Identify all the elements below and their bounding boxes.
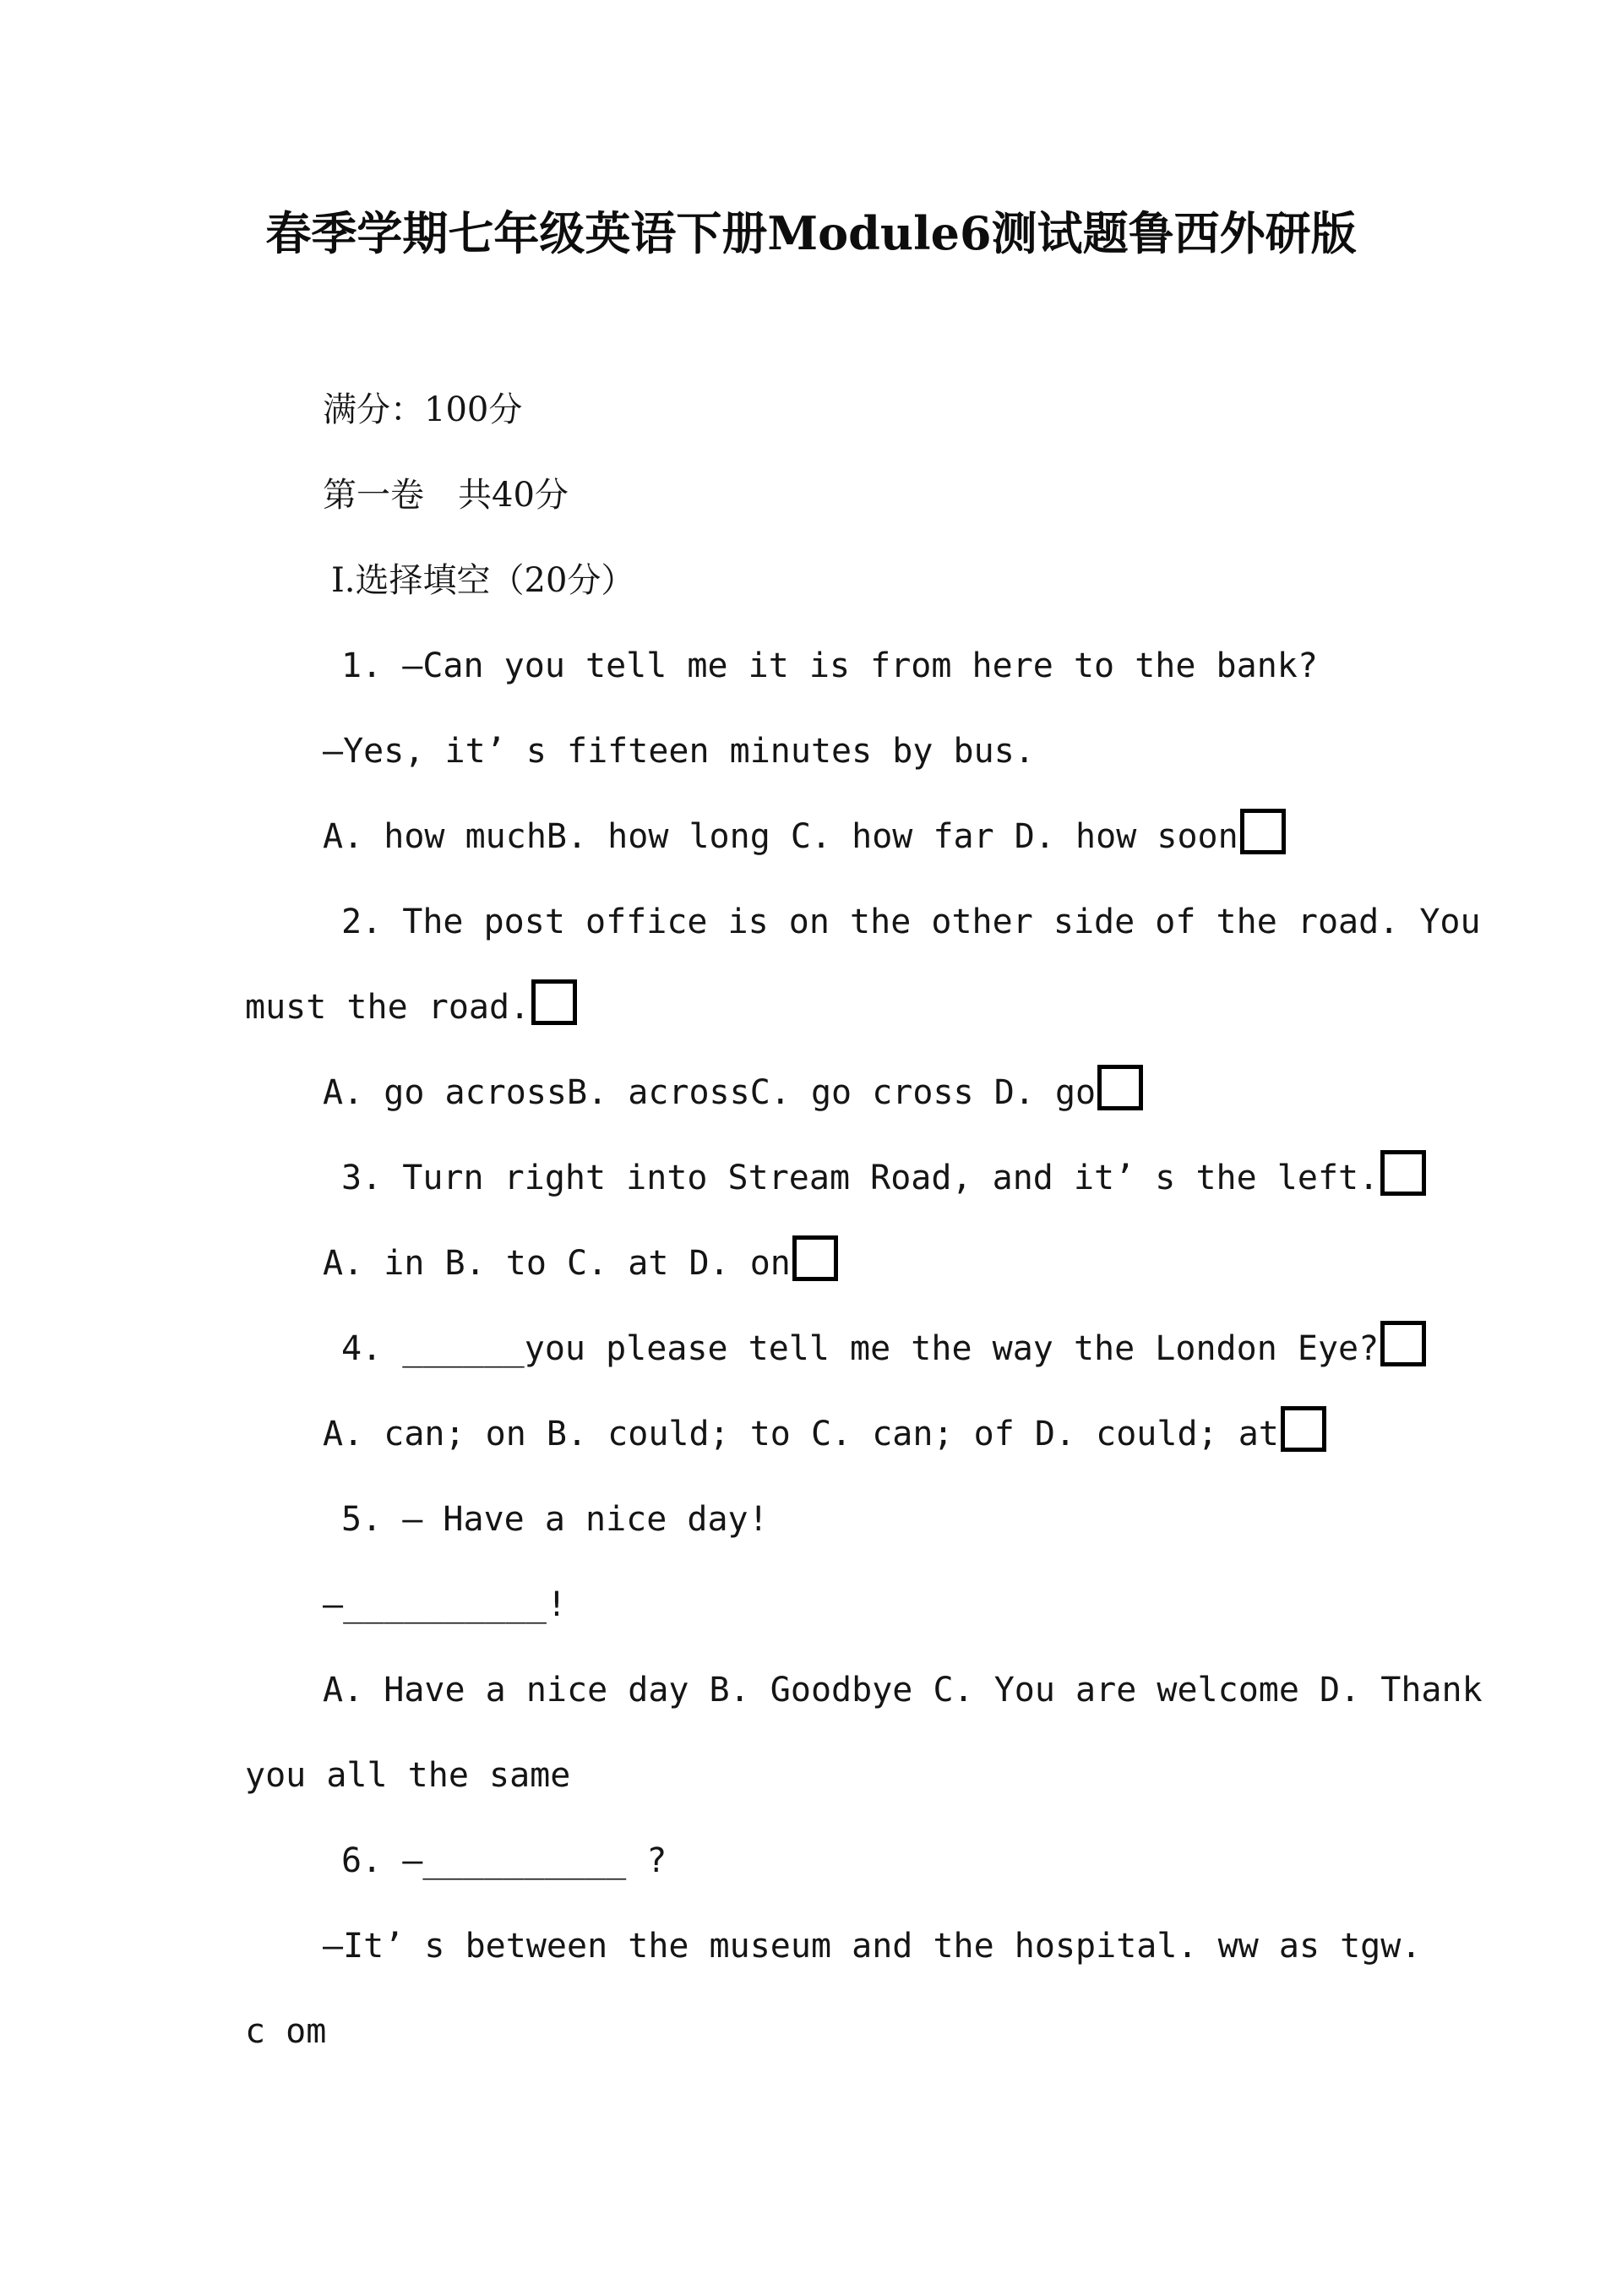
question-4-stem-row xyxy=(341,1319,1426,1378)
answer-box xyxy=(1380,1150,1426,1196)
answer-box xyxy=(531,979,577,1025)
question-1-reply: —Yes, it’ s fifteen minutes by bus. xyxy=(323,732,1035,771)
section-heading: Ⅰ.选择填空（20分） xyxy=(331,561,635,600)
question-5-stem: 5. — Have a nice day! xyxy=(341,1500,769,1539)
question-3-stem: 3. Turn right into Stream Road, and it’ s the left. xyxy=(341,1159,1380,1197)
question-3-stem-row xyxy=(341,1148,1426,1208)
question-5-options: A. Have a nice day B. Goodbye C. You are welcome D. Thank xyxy=(323,1671,1483,1710)
question-6-reply-continued: c om xyxy=(245,2012,327,2051)
question-3-options-row xyxy=(323,1234,838,1293)
question-1-options: A. how muchB. how long C. how far D. how soon xyxy=(323,817,1238,856)
answer-box xyxy=(1380,1321,1426,1366)
answer-box xyxy=(1281,1406,1326,1452)
question-2-options-row xyxy=(323,1063,1143,1122)
question-4-options-row xyxy=(323,1404,1326,1464)
question-2-stem-continued: must the road. xyxy=(245,988,531,1027)
question-3-options: A. in B. to C. at D. on xyxy=(323,1244,791,1283)
answer-box xyxy=(1240,809,1286,854)
volume-heading: 第一卷 共40分 xyxy=(323,476,569,515)
document-title: 春季学期七年级英语下册Module6测试题鲁西外研版 xyxy=(265,206,1357,260)
question-5-options-continued: you all the same xyxy=(245,1756,571,1795)
full-score: 满分：100分 xyxy=(323,390,523,429)
answer-box xyxy=(792,1235,838,1281)
question-4-options: A. can; on B. could; to C. can; of D. could; at xyxy=(323,1415,1279,1453)
question-1-stem: 1. —Can you tell me it is from here to the bank? xyxy=(341,646,1318,685)
question-2-stem: 2. The post office is on the other side of the road. You xyxy=(341,903,1481,941)
question-2-options: A. go acrossB. acrossC. go cross D. go xyxy=(323,1073,1097,1112)
question-4-stem: 4. ______you please tell me the way the London Eye? xyxy=(341,1329,1380,1368)
question-6-stem: 6. —__________ ? xyxy=(341,1841,667,1880)
question-1-options-row xyxy=(323,807,1286,866)
question-6-reply: —It’ s between the museum and the hospital. ww as tgw. xyxy=(323,1927,1422,1966)
question-5-reply: —__________! xyxy=(323,1585,567,1624)
answer-box xyxy=(1097,1065,1143,1110)
question-2-stem-continued-row xyxy=(245,978,577,1037)
